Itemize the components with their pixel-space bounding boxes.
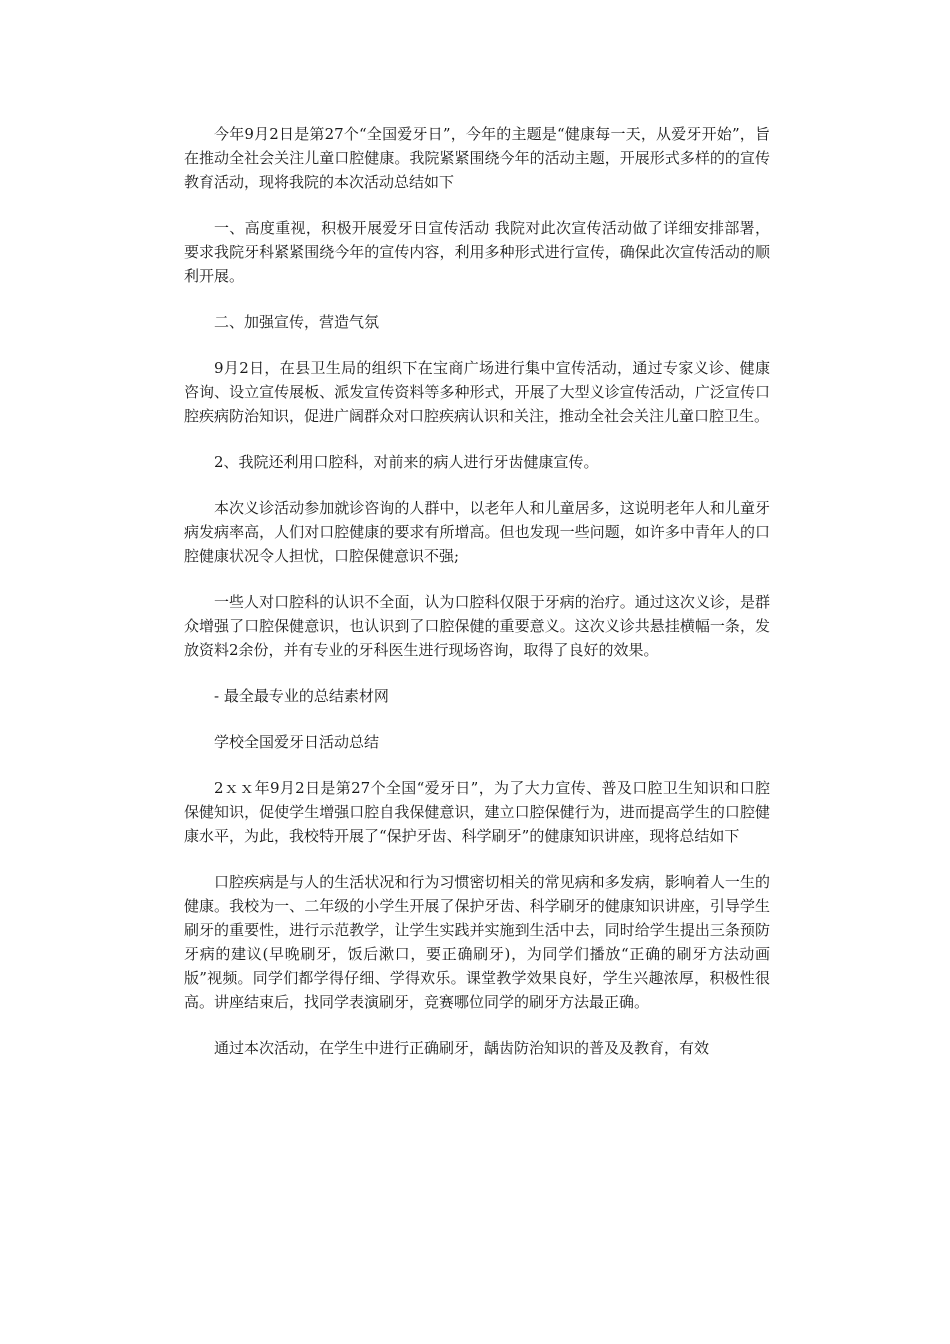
results-paragraph: 一些人对口腔科的认识不全面，认为口腔科仅限于牙病的治疗。通过这次义诊，是群众增强了口腔保健意识，也认识到了口腔保健的重要意义。这次义诊共悬挂横幅一条，发放资料2余份，并有专业的牙科医生进行现场咨询，取得了良好的效果。 xyxy=(184,593,770,659)
school-conclusion-paragraph: 通过本次活动，在学生中进行正确刷牙，龋齿防治知识的普及及教育，有效 xyxy=(214,1039,710,1057)
section-one-paragraph: 一、高度重视，积极开展爱牙日宣传活动 我院对此次宣传活动做了详细安排部署，要求我院牙科紧紧围绕今年的宣传内容，利用多种形式进行宣传，确保此次宣传活动的顺利开展。 xyxy=(184,219,770,285)
intro-paragraph: 今年9月2日是第27个“全国爱牙日”，今年的主题是“健康每一天，从爱牙开始”，旨在推动全社会关注儿童口腔健康。我院紧紧围绕今年的活动主题，开展形式多样的的宣传教育活动，现将我院的本次活动总结如下 xyxy=(184,125,770,191)
source-note: - 最全最专业的总结素材网 xyxy=(214,687,389,705)
document-page xyxy=(184,122,770,1060)
school-lecture-paragraph: 口腔疾病是与人的生活状况和行为习惯密切相关的常见病和多发病，影响着人一生的健康。我校为一、二年级的小学生开展了保护牙齿、科学刷牙的健康知识讲座，引导学生刷牙的重要性，进行示范教学，让学生实践并实施到生活中去，同时给学生提出三条预防牙病的建议(早晚刷牙，饭后漱口，要正确刷牙)，为同学们播放“正确的刷牙方法动画版”视频。同学们都学得仔细、学得欢乐。课堂教学效果良好，学生兴趣浓厚，积极性很高。讲座结束后，找同学表演刷牙，竞赛哪位同学的刷牙方法最正确。 xyxy=(184,873,770,1011)
section-two-heading: 二、加强宣传，营造气氛 xyxy=(214,313,380,331)
school-summary-title: 学校全国爱牙日活动总结 xyxy=(214,733,380,751)
event-paragraph: 9月2日，在县卫生局的组织下在宝商广场进行集中宣传活动，通过专家义诊、健康咨询、设立宣传展板、派发宣传资料等多种形式，开展了大型义诊宣传活动，广泛宣传口腔疾病防治知识，促进广阔群众对口腔疾病认识和关注，推动全社会关注儿童口腔卫生。 xyxy=(184,359,770,425)
findings-paragraph: 本次义诊活动参加就诊咨询的人群中，以老年人和儿童居多，这说明老年人和儿童牙病发病率高，人们对口腔健康的要求有所增高。但也发现一些问题，如许多中青年人的口腔健康状况令人担忧，口腔保健意识不强; xyxy=(184,499,770,565)
school-intro-paragraph: 2ｘｘ年9月2日是第27个全国“爱牙日”，为了大力宣传、普及口腔卫生知识和口腔保健知识，促使学生增强口腔自我保健意识，建立口腔保健行为，进而提高学生的口腔健康水平，为此，我校特开展了“保护牙齿、科学刷牙”的健康知识讲座，现将总结如下 xyxy=(184,779,770,845)
clinic-paragraph: 2、我院还利用口腔科，对前来的病人进行牙齿健康宣传。 xyxy=(214,453,599,471)
